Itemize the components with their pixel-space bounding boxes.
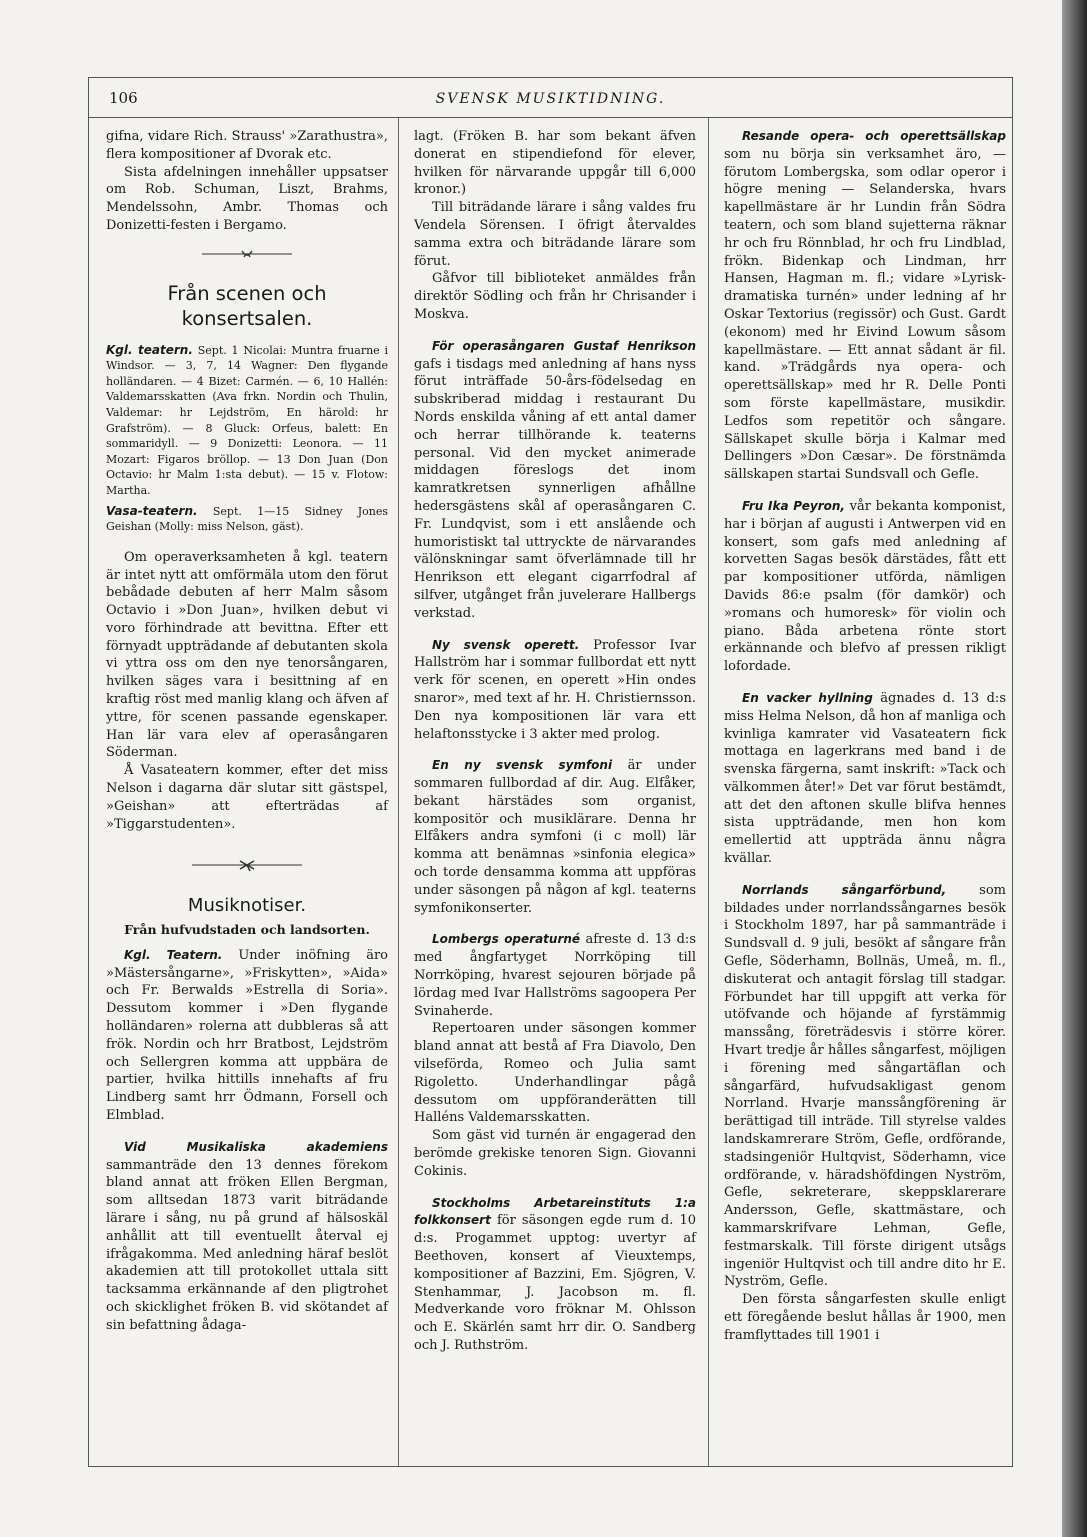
notice-lead: Norrlands sångarförbund, xyxy=(742,882,947,897)
repertoire-vasa xyxy=(106,504,388,535)
notice-text: är under sommaren fullbordad af dir. Aug. Elfåker, bekant härstädes som organist, kompositör och musiklärare. Denna hr Elfåkers andra symfoni (i c moll) lär komma att benämnas »sinfonia elegica» och torde densamma komma att uppföras under säsongen på någon af kgl. teaterns symfonikonserter. xyxy=(414,758,697,916)
notice-text: gafs i tisdags med anledning af hans nyss förut inträffade 50-års-födelsedag en subskriberad middag i restaurant Du Nords enskilda våning af ett antal damer och herrar tillhörande k. teaterns personal. Vid den mycket animerade middagen föreslogs det inom kamratkretsen synnerligen afhållne hedersgästens skål af operasångaren C. Fr. Lundqvist, som i ett anslående och humoristiskt tal uttryckte de närvarandes välönskningar samt öfverlämnade till hr Henrikson ett elegant cigarrfodral af silfver, utgånget från juvelerare Hallbergs verkstad. xyxy=(414,356,696,621)
paragraph: Om operaverksamheten å kgl. teatern är intet nytt att omförmäla utom den förut bebådade debuten af herr Malm såsom Octavio i »Don Juan», hvilken debut vi voro förhindrade att bevittna. Efter ett förnyadt uppträdande af debutanten skola vi yttra oss om den nye tenorsångaren, hvilken säges vara i besittning af en kraftig röst med manlig klang och äfven af yttre, för scenen passande egenskaper. Han lär vara elev af operasångaren Söderman. xyxy=(106,549,388,761)
notice-lead: Stockholms Arbetareinstituts 1:a folkkonsert xyxy=(414,1195,696,1228)
notice-text: som nu börja sin verksamhet äro, — förutom Lombergska, som odlar operor i högre mening — Selanderska, hvars kapellmästare är hr Lundin från Södra teatern, och som bland sujetterna räknar hr och fru Rönnblad, hr och fru Lindblad, frökn. Bidenkap och Lindman, hrr Hansen, Hagman m. fl.; vidare »Lyrisk- dramatiska turnén» under ledning af hr Oskar Textorius (regissör) och Gust. Gardt (ekonom) med hr Eivind Lowum såsom kapellmästare. — Ett annat sådant är fil. kand. »Trädgårds nya opera- och operettsällskap» med hr R. Delle Ponti som förste kapellmästare, musikdir. Ledfos som repetitör och sångare. Sällskapet skulle börja i Kalmar med Dellingers »Don Cæsar». De förstnämda sällskapen startai Sundsvall och Gefle. xyxy=(724,146,1006,483)
notice-text: för säsongen egde rum d. 10 d:s. Progammet upptog: uvertyr af Beethoven, konsert af Vieuxtemps, kompositioner af Bazzini, Em. Sjögren, V. Stenhammar, J. Jacobson m. fl. Medverkande voro fröknar M. Ohlsson och E. Skärlén samt hrr dir. O. Sandberg och J. Ruthström. xyxy=(414,1213,696,1353)
paragraph: Som gäst vid turnén är engagerad den berömde grekiske tenoren Sign. Giovanni Cokinis. xyxy=(414,1128,696,1179)
notice-lead: Ny svensk operett. xyxy=(432,637,580,652)
notice-text: Professor Ivar Hallström har i sommar fullbordat ett nytt verk för scenen, en operett »Hin ondes snaror», med text af hr. H. Christiernsson. Den nya kompositionen lär vara ett helaftonsstycke i 3 akter med prolog. xyxy=(414,637,696,742)
notice-lead: Vid Musikaliska akademiens xyxy=(124,1139,388,1154)
notice-lead: Kgl. Teatern. xyxy=(124,947,223,962)
running-header xyxy=(89,78,1012,118)
page-edge-shadow xyxy=(1062,0,1087,1537)
section-title-musiknotiser: Musiknotiser. xyxy=(187,895,307,917)
notice-symfoni xyxy=(414,757,696,917)
notice-lomberg xyxy=(414,931,696,1020)
notice-lead: Resande opera- och operettsällskap xyxy=(742,129,1006,143)
notice-text: sammanträde den 13 dennes förekom bland annat att fröken Ellen Bergman, som alltsedan 1873 varit biträdande lärare i sång, nu på grund af hälsoskäl anhållit att till eventuellt återval ej ifrågakomma. Med anledning häraf beslöt akademien att till protokollet uttala sitt tacksamma erkännande af den pligtrohet och skicklighet fröken B. vid skötandet af sin befattning ådaga- xyxy=(106,1157,388,1333)
paragraph: Sista afdelningen innehåller uppsatser om Rob. Schuman, Liszt, Brahms, Mendelssohn, Ambr. Thomas och Donizetti-festen i Bergamo. xyxy=(106,164,388,233)
repertoire-kgl xyxy=(106,343,388,499)
notice-lead: En ny svensk symfoni xyxy=(432,758,613,773)
repertoire-vasa-text: Sept. 1—15 Sidney Jones Geishan (Molly: miss Nelson, gäst). xyxy=(106,504,389,534)
section-title-scenen: Från scenen och konsertsalen. xyxy=(167,281,327,330)
paragraph: Å Vasateatern kommer, efter det miss Nelson i dagarna där slutar sitt gästspel, »Geishan» att efterträdas af »Tiggarstudenten». xyxy=(106,763,388,832)
notice-operett xyxy=(414,637,696,744)
paragraph: lagt. (Fröken B. har som bekant äfven donerat en stipendiefond för elever, hvilken för närvarande uppgår till 6,000 kronor.) xyxy=(414,129,696,198)
notice-text: som bildades under norrlandssångarnes besök i Stockholm 1897, har på sammanträde i Sundsvall d. 9 juli, besökt af sångare från Gefle, Söderhamn, Bollnäs, Umeå, m. fl., diskuterat och antagit förslag till stadgar. Förbundet har till uppgift att verka för utöfvande och höjande af fyrstämmig manssång, företrädesvis i större körer. Hvart tredje år hålles sångarfest, möjligen i förening med sångartäflan och sångarfärd, hufvudsakligast genom Norrland. Hvarje manssångförening är berättigad till inträde. Till styrelse valdes landskamrerare Ström, Gefle, ordförande, stadsingeniör Hultqvist, Söderhamn, vice ordförande, v. häradshöfdingen Nyström, Gefle, sekreterare, skeppsklarerare Andersson, Gefle, skattmästare, och kammarskrifvare Lehman, Gefle, festmarskalk. Till förste dirigent utsågs ingeniör Hultqvist och till andre dito hr E. Nyström, Gefle. xyxy=(724,882,1006,1290)
repertoire-kgl-text: Sept. 1 Nicolai: Muntra fruarne i Windsor. — 3, 7, 14 Wagner: Den flygande holländaren. — 4 Bizet: Carmén. — 6, 10 Hallén: Valdemarsskatten (Ava frkn. Nordin och Thulin, Valdemar: hr Lejdström, En härold: hr Grafström). — 8 Gluck: Orfeus, balett: En sommaridyll. — 9 Donizetti: Leonora. — 11 Mozart: Figaros bröllop. — 13 Don Juan (Don Octavio: hr Malm 1:sta debut). — 15 v. Flotow: Martha. xyxy=(106,343,388,497)
column-2 xyxy=(414,128,696,1355)
paragraph: Repertoaren under säsongen kommer bland annat att bestå af Fra Diavolo, Den vilseförda, Romeo och Julia samt Rigoletto. Underhandlingar pågå dessutom om uppföranderätten till Halléns Valdemarsskatten. xyxy=(414,1021,696,1126)
notice-resande-sallskap xyxy=(724,128,1006,484)
notice-text: vår bekanta komponist, har i början af augusti i Antwerpen vid en konsert, som gafs med anledning af korvetten Sagas besök därstädes, fått ett par kompositioner utförda, nämligen Davids 86:e psalm (för damkör) och »romans och humoresk» för violin och piano. Båda arbetena rönte stort erkännande och blefvo af pressen rikligt lofordade. xyxy=(724,498,1006,675)
paragraph: gifna, vidare Rich. Strauss' »Zarathustra», flera kompositioner af Dvorak etc. xyxy=(106,129,388,162)
lead-vasa-teatern: Vasa-teatern. xyxy=(106,503,198,518)
notice-text: ägnades d. 13 d:s miss Helma Nelson, då hon af manliga och kvinliga kamrater vid Vasateatern fick mottaga en lagerkrans med band i de svenska färgerna, samt inskrift: »Tack och välkommen åter!» Det var förut bestämdt, att det den aftonen skulle blifva hennes sista uppträdande, men hon kom emellertid att uppträda ännu några kvällar. xyxy=(724,690,1006,867)
paragraph: Den första sångarfesten skulle enligt ett föregående beslut hållas år 1900, men framflyttades till 1901 i xyxy=(724,1292,1006,1343)
notice-peyron xyxy=(724,498,1006,676)
notice-kgl-teatern xyxy=(106,947,388,1125)
notice-lead: Fru Ika Peyron, xyxy=(742,498,845,513)
notice-folkkonsert xyxy=(414,1195,696,1355)
notice-sangarforbund xyxy=(724,882,1006,1291)
notice-text: Under inöfning äro »Mästersångarne», »Friskytten», »Aida» och Fr. Berwalds »Estrella di Soria». Dessutom kommer i »Den flygande holländaren» rolerna att dubbleras så att frök. Nordin och hrr Bratbost, Lejdström och Sellergren komma att uppbära de partier, hvilka hittills innehafts af fru Lindberg samt hrr Ödmann, Forsell och Elmblad. xyxy=(106,947,388,1124)
paragraph: Gåfvor till biblioteket anmäldes från direktör Södling och från hr Chrisander i Moskva. xyxy=(414,271,696,322)
column-divider xyxy=(398,118,399,1466)
notice-akademien xyxy=(106,1139,388,1335)
column-3 xyxy=(724,128,1006,1345)
ornament-divider xyxy=(106,859,388,879)
section-subtitle: Från hufvudstaden och landsorten. xyxy=(124,922,370,938)
notice-lead: För operasångaren Gustaf Henrikson xyxy=(432,338,696,353)
column-1 xyxy=(106,128,388,1335)
notice-text: afreste d. 13 d:s med ångfartyget Norrköping till Norrköping, hvarest sejouren började på lördag med Ivar Hallströms sagoopera Per Svinaherde. xyxy=(414,932,696,1019)
notice-lead: En vacker hyllning xyxy=(742,690,873,705)
column-divider xyxy=(708,118,709,1466)
paragraph: Till biträdande lärare i sång valdes fru Vendela Sörensen. I öfrigt återvaldes samma extra och biträdande lärare som förut. xyxy=(414,200,696,269)
page-number: 106 xyxy=(109,89,138,107)
notice-hyllning xyxy=(724,690,1006,868)
page-frame xyxy=(88,77,1013,1467)
journal-title: SVENSK MUSIKTIDNING. xyxy=(435,91,666,107)
lead-kgl-teatern: Kgl. teatern. xyxy=(106,342,193,357)
ornament-divider xyxy=(106,249,388,267)
notice-lead: Lombergs operaturné xyxy=(432,932,581,947)
notice-henrikson xyxy=(414,338,696,623)
